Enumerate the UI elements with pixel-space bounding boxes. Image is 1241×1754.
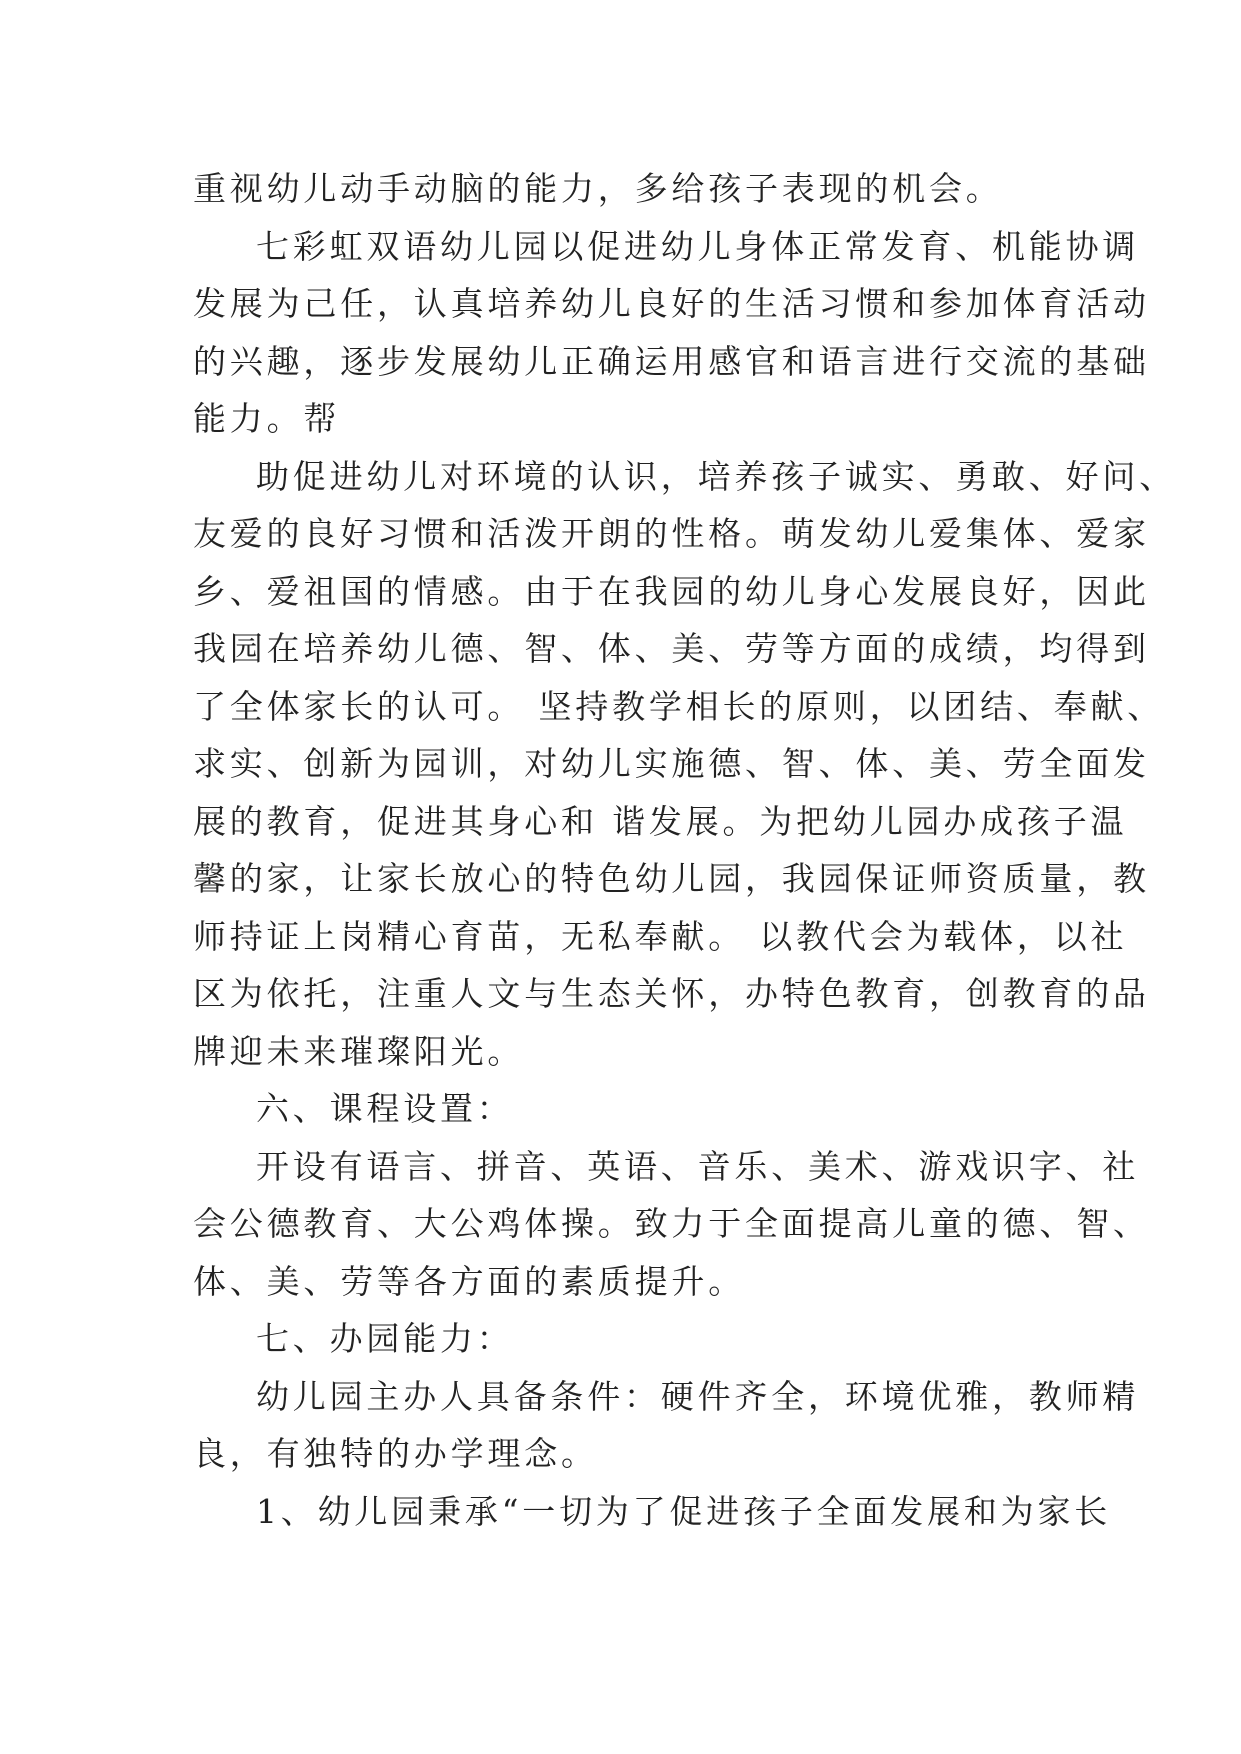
text-line: 了全体家长的认可。 坚持教学相长的原则，以团结、奉献、 [193,686,1165,726]
text-line: 牌迎未来璀璨阳光。 [193,1031,525,1071]
text-line: 幼儿园主办人具备条件：硬件齐全，环境优雅，教师精 [256,1376,1140,1416]
text-line: 展的教育，促进其身心和 谐发展。为把幼儿园办成孩子温 [193,801,1128,841]
text-line: 良，有独特的办学理念。 [193,1434,598,1473]
section-heading: 六、课程设置： [256,1089,514,1128]
text-line: 师持证上岗精心育苗，无私奉献。 以教代会为载体，以社 [193,916,1128,956]
text-line: 助促进幼儿对环境的认识，培养孩子诚实、勇敢、好问、 [256,456,1176,496]
text-line: 发展为己任，认真培养幼儿良好的生活习惯和参加体育活动 [193,284,1150,323]
text-line: 开设有语言、拼音、英语、音乐、美术、游戏识字、社 [256,1146,1140,1186]
text-line: 1、幼儿园秉承“一切为了促进孩子全面发展和为家长 [256,1491,1112,1531]
text-line: 友爱的良好习惯和活泼开朗的性格。萌发幼儿爱集体、爱家 [193,514,1150,553]
text-line: 体、美、劳等各方面的素质提升。 [193,1261,745,1301]
section-heading: 七、办园能力： [256,1319,514,1358]
text-line: 会公德教育、大公鸡体操。致力于全面提高儿童的德、智、 [193,1204,1150,1243]
text-line: 馨的家，让家长放心的特色幼儿园，我园保证师资质量，教 [193,859,1150,898]
text-line: 求实、创新为园训，对幼儿实施德、智、体、美、劳全面发 [193,744,1150,783]
text-line: 七彩虹双语幼儿园以促进幼儿身体正常发育、机能协调 [256,226,1140,266]
document-body [193,160,1176,1540]
text-line: 能力。帮 [193,399,341,438]
text-line: 重视幼儿动手动脑的能力，多给孩子表现的机会。 [193,169,1003,208]
text-line: 区为依托，注重人文与生态关怀，办特色教育，创教育的品 [193,974,1150,1013]
text-line: 我园在培养幼儿德、智、体、美、劳等方面的成绩，均得到 [193,629,1150,668]
text-line: 乡、爱祖国的情感。由于在我园的幼儿身心发展良好，因此 [193,571,1150,611]
text-line: 的兴趣，逐步发展幼儿正确运用感官和语言进行交流的基础 [193,341,1150,381]
